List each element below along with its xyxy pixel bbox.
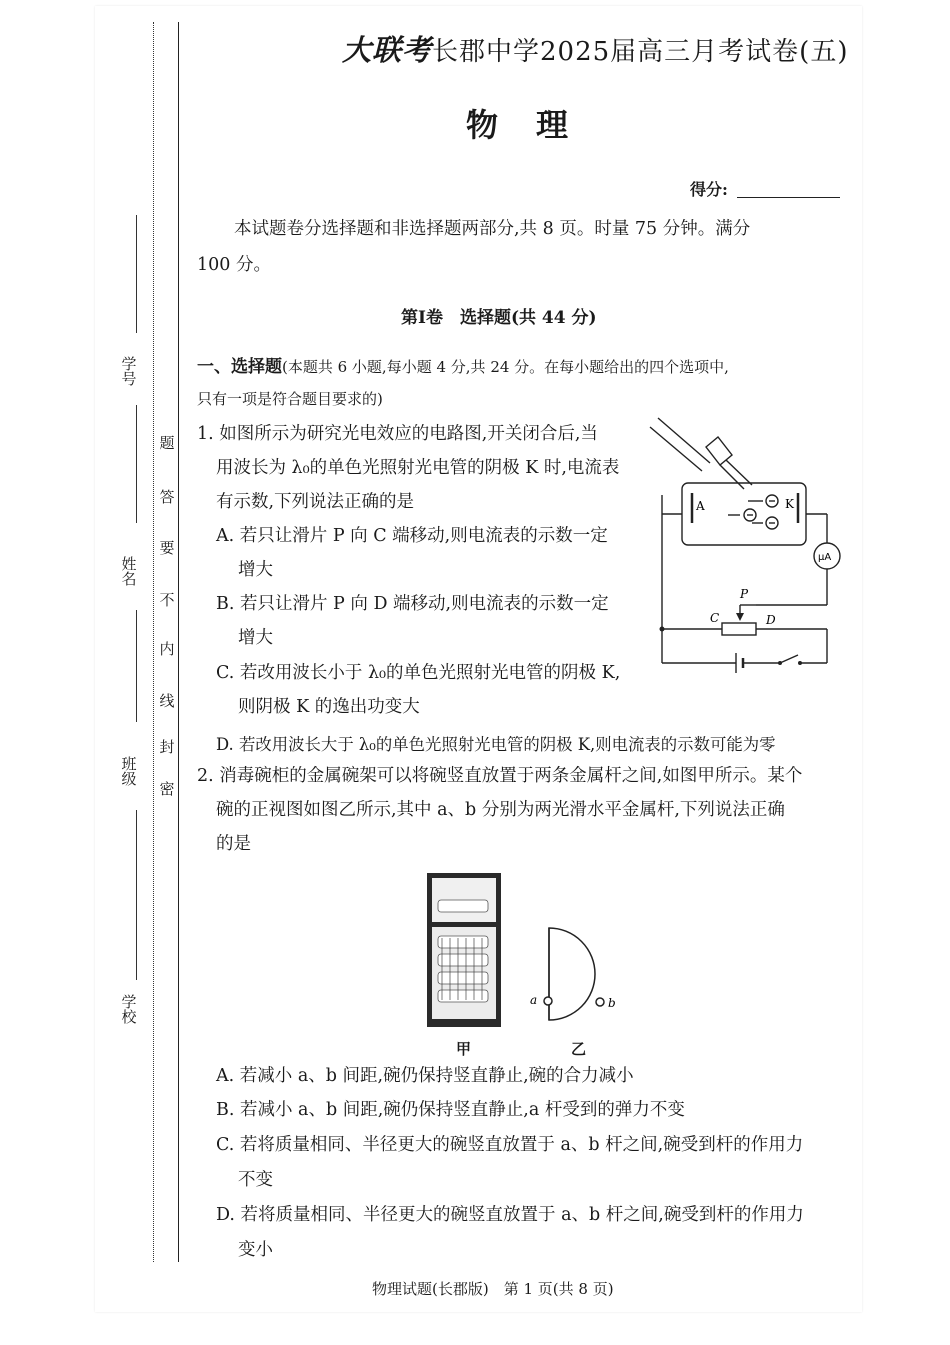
q2-option-c-cont: 不变: [238, 1170, 273, 1190]
q2-option-c: C. 若将质量相同、半径更大的碗竖直放置于 a、b 杆之间,碗受到杆的作用力: [216, 1135, 804, 1155]
rod-a-label: a: [530, 993, 538, 1007]
exam-title: 大联考长郡中学2025届高三月考试卷(五): [342, 33, 849, 67]
page-footer: 物理试题(长郡版) 第 1 页(共 8 页): [372, 1280, 614, 1298]
figure-jia-label: 甲: [456, 1040, 472, 1058]
microammeter-label: μA: [818, 552, 832, 563]
photoelectric-circuit-figure: [640, 415, 850, 680]
class-blank: [136, 610, 137, 722]
name-blank: [136, 405, 137, 523]
seal-char: 不: [159, 591, 175, 609]
q1-stem-1: 1. 如图所示为研究光电效应的电路图,开关闭合后,当: [197, 424, 598, 444]
label-K: K: [785, 497, 794, 511]
score-label: 得分:: [690, 180, 728, 199]
score-blank: [737, 197, 840, 198]
section-heading: 一、选择题(本题共 6 小题,每小题 4 分,共 24 分。在每小题给出的四个选项中,: [197, 357, 729, 377]
label-P: P: [740, 587, 749, 601]
number-blank: [136, 215, 137, 333]
label-A: A: [696, 499, 705, 513]
q2-option-a: A. 若减小 a、b 间距,碗仍保持竖直静止,碗的合力减小: [216, 1066, 634, 1086]
dish-cabinet-figure: [426, 872, 502, 1028]
name-label: 姓名: [121, 555, 137, 588]
rod-b-label: b: [608, 996, 616, 1010]
q1-option-c: C. 若改用波长小于 λ₀的单色光照射光电管的阴极 K,: [216, 663, 621, 683]
number-label: 学号: [121, 355, 137, 388]
seal-char: 封: [159, 738, 175, 756]
seal-char: 内: [159, 640, 175, 658]
intro-line-2: 100 分。: [197, 255, 271, 275]
q2-stem-2: 碗的正视图如图乙所示,其中 a、b 分别为两光滑水平金属杆,下列说法正确: [216, 800, 785, 820]
seal-char: 线: [159, 692, 175, 710]
q2-option-b: B. 若减小 a、b 间距,碗仍保持竖直静止,a 杆受到的弹力不变: [216, 1100, 685, 1120]
q2-option-d: D. 若将质量相同、半径更大的碗竖直放置于 a、b 杆之间,碗受到杆的作用力: [216, 1205, 804, 1225]
label-C: C: [710, 611, 720, 625]
q1-stem-2: 用波长为 λ₀的单色光照射光电管的阴极 K 时,电流表: [216, 458, 620, 478]
bowl-front-view-figure: [525, 920, 625, 1025]
q1-stem-3: 有示数,下列说法正确的是: [216, 492, 415, 512]
intro-line-1: 本试题卷分选择题和非选择题两部分,共 8 页。时量 75 分钟。满分: [234, 219, 751, 239]
q1-option-a-cont: 增大: [238, 560, 273, 580]
label-D: D: [766, 613, 776, 627]
section-note-2: 只有一项是符合题目要求的): [197, 390, 383, 408]
part1-title: 第Ⅰ卷 选择题(共 44 分): [401, 308, 597, 328]
seal-char: 要: [159, 539, 175, 557]
q2-stem-3: 的是: [216, 834, 251, 854]
school-label: 学校: [121, 993, 137, 1026]
q1-option-d: D. 若改用波长大于 λ₀的单色光照射光电管的阴极 K,则电流表的示数可能为零: [216, 735, 776, 754]
figure-yi-label: 乙: [571, 1040, 587, 1058]
seal-char: 答: [159, 488, 175, 506]
subject-title: 物理: [466, 106, 607, 144]
school-blank: [136, 810, 137, 980]
q1-option-b: B. 若只让滑片 P 向 D 端移动,则电流表的示数一定: [216, 594, 609, 614]
q2-option-d-cont: 变小: [238, 1240, 273, 1260]
seal-char: 题: [159, 434, 175, 452]
q1-option-b-cont: 增大: [238, 628, 273, 648]
q1-option-c-cont: 则阴极 K 的逸出功变大: [238, 697, 420, 717]
q1-option-a: A. 若只让滑片 P 向 C 端移动,则电流表的示数一定: [216, 526, 608, 546]
q2-stem-1: 2. 消毒碗柜的金属碗架可以将碗竖直放置于两条金属杆之间,如图甲所示。某个: [197, 766, 803, 786]
binding-dotted-line: [153, 22, 154, 1262]
seal-char: 密: [159, 780, 175, 798]
binding-solid-line: [178, 22, 179, 1262]
class-label: 班级: [121, 755, 137, 788]
